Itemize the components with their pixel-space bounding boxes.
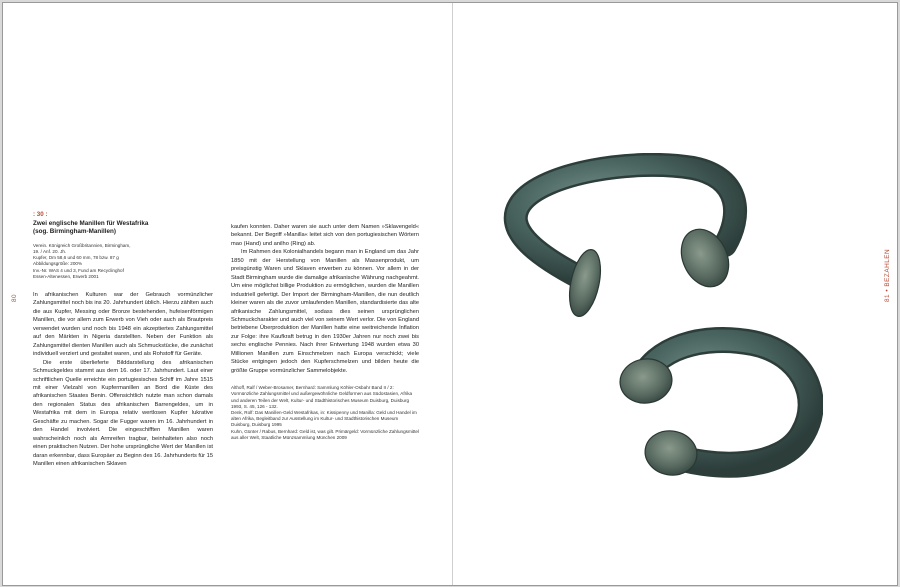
catalog-number: : 30 : bbox=[33, 211, 48, 218]
reference-entry: Kuhn, Günter / Rabus, Bernhard: Geld ist, was gilt. Primärgeld: Vormünzliche Zahlungsmittel aus aller Welt, Staatliche Münzsammlung München 2009 bbox=[231, 428, 419, 440]
catalog-metadata bbox=[33, 243, 213, 280]
right-column bbox=[231, 223, 419, 441]
book-spread bbox=[2, 2, 898, 586]
manillas-photo bbox=[503, 153, 823, 493]
page-number-left: 80 bbox=[11, 293, 18, 302]
meta-line: Inv.-Nr. WAS 4 und 3, Fund am Recyclinghof bbox=[33, 267, 124, 273]
meta-line: Essen-Altenessen, Erwerb 2001 bbox=[33, 273, 99, 279]
meta-line: 19. / Anf. 20. Jh. bbox=[33, 249, 67, 255]
body-text-left bbox=[33, 291, 213, 469]
reference-entry: Althoff, Ralf / Weber-Brosamer, Bernhard: Sammlung Köhler-Osbahr Band II / 2: Vormünzliche Zahlungsmittel und außergewöhnliche Geldformen aus Südostasien, Afrika und anderen Teilen der Welt, Kultur- und Stadthistorisches Museum Duisburg, Duisburg 1993, S. 45, 126 - 132. bbox=[231, 385, 413, 409]
manilla-top bbox=[516, 165, 738, 319]
catalog-title-line-1: Zwei englische Manillen für Westafrika bbox=[33, 220, 149, 227]
body-text-right bbox=[231, 223, 419, 375]
paragraph: Die erste überlieferte Bilddarstellung des afrikanischen Schmuckgeldes stammt aus dem 16. oder 17. Jahrhundert. Laut einer schriftlichen Quelle erreichte ein portugiesisches Schiff im Jahre 1515 mit einer Vielzahl von Kupfermanillen an Bord die Küste des afrikanischen Staates Benin. Offensichtlich nutzte man schon damals den regionalen Status des afrikanischen Barrengeldes, um in Westafrika mit dem in Europa relativ wertlosen Kupfer lukrative Geschäfte zu machen. Sogar die Fugger waren im 16. Jahrhundert in den Handel involviert. Die eingeschifften Manillen waren wahrscheinlich noch als Armreifen tragbar, beinhalteten also noch einen praktischen Nutzen. Der hohe ursprüngliche Wert der Manillen ist daran erkennbar, dass Europäer zu Beginn des 16. Jahrhunderts für 15 Manillen einen afrikanischen Sklaven bbox=[33, 359, 213, 468]
reference-entry: Denk, Rolf: Das Manillen-Geld Westafrikas, in: Kissipenny und Manilla: Geld und Handel im alten Afrika, Begleitband zur Ausstellung im Kultur- und Stadthistorischen Museum Duisburg, Duisburg 1995 bbox=[231, 409, 417, 428]
meta-line: Kupfer, Dm 58,6 und 60 mm, 78 bzw. 87 g bbox=[33, 255, 119, 261]
manilla-bottom bbox=[617, 340, 810, 479]
meta-line: Abbildungsgröße: 200% bbox=[33, 261, 83, 267]
paragraph: In afrikanischen Kulturen war der Gebrauch vormünzlicher Zahlungsmittel noch bis ins 20. Jahrhundert üblich. Hierzu zählten auch die aus Kupfer, Messing oder Bronze bestehenden, hufeisenförmigen Manillen, die vor allem zum Erwerb von Vieh oder auch als Brautpreis verwendet wurden und noch bis 1948 ein akzeptiertes Zahlungsmittel auf den Märkten in Nigeria darstellten. Neben der Funktion als Zahlungsmittel dienten Manillen auch als Schmuckstücke, die zunächst individuell verziert und gestaltet waren, und als Rohstoff für Geräte. bbox=[33, 292, 213, 358]
left-column bbox=[33, 211, 213, 469]
page-header-right: 81 • BEZAHLEN bbox=[884, 248, 891, 302]
page-gutter bbox=[452, 3, 453, 585]
paragraph: Im Rahmen des Kolonialhandels begann man in England um das Jahr 1850 mit der Herstellung von Manillen als Massenprodukt, um preisgünstig Waren und Sklaven erwerben zu können. Vor allem in der Stadt Birmingham wurde die damalige afrikanische Währung nachgeahmt. Um eine möglichst billige Produktion zu ermöglichen, wurden die Manillen industriell gefertigt. Der Import der Birmingham-Manillen, die nun deutlich kleiner waren als die zuvor umlaufenden Manillen, standardisierte das alte afrikanische Zahlungsmittel, sodass dies seinen ursprünglichen Schmuckcharakter und auch viel von seinem Wert verlor. Die von England betriebene Überproduktion der Manillen hatte eine weitreichende Inflation zur Folge: ihre Kaufkraft betrug in den 1930er Jahren nur noch zwei bis sechs englische Pennies. Nach ihrer Entwertung 1948 wurden etwa 30 Millionen Manillen zum Einschmelzen nach Europa verschickt; viele Stücke entgingen jedoch den Kupferschmelzen und bilden heute die größte Gruppe vormünzlicher Sammelobjekte. bbox=[231, 249, 419, 374]
meta-line: Verein. Königreich Großbritannien, Birmingham, bbox=[33, 242, 131, 248]
catalog-title bbox=[33, 220, 213, 237]
references bbox=[231, 385, 419, 441]
paragraph: kaufen konnten. Daher waren sie auch unter dem Namen »Sklavengeld« bekannt. Der Begriff »Manilla« leitet sich von den portugiesischen Wörtern mao (Hand) und anilho (Ring) ab. bbox=[231, 224, 419, 247]
catalog-title-line-2: (sog. Birmingham-Manillen) bbox=[33, 228, 116, 236]
